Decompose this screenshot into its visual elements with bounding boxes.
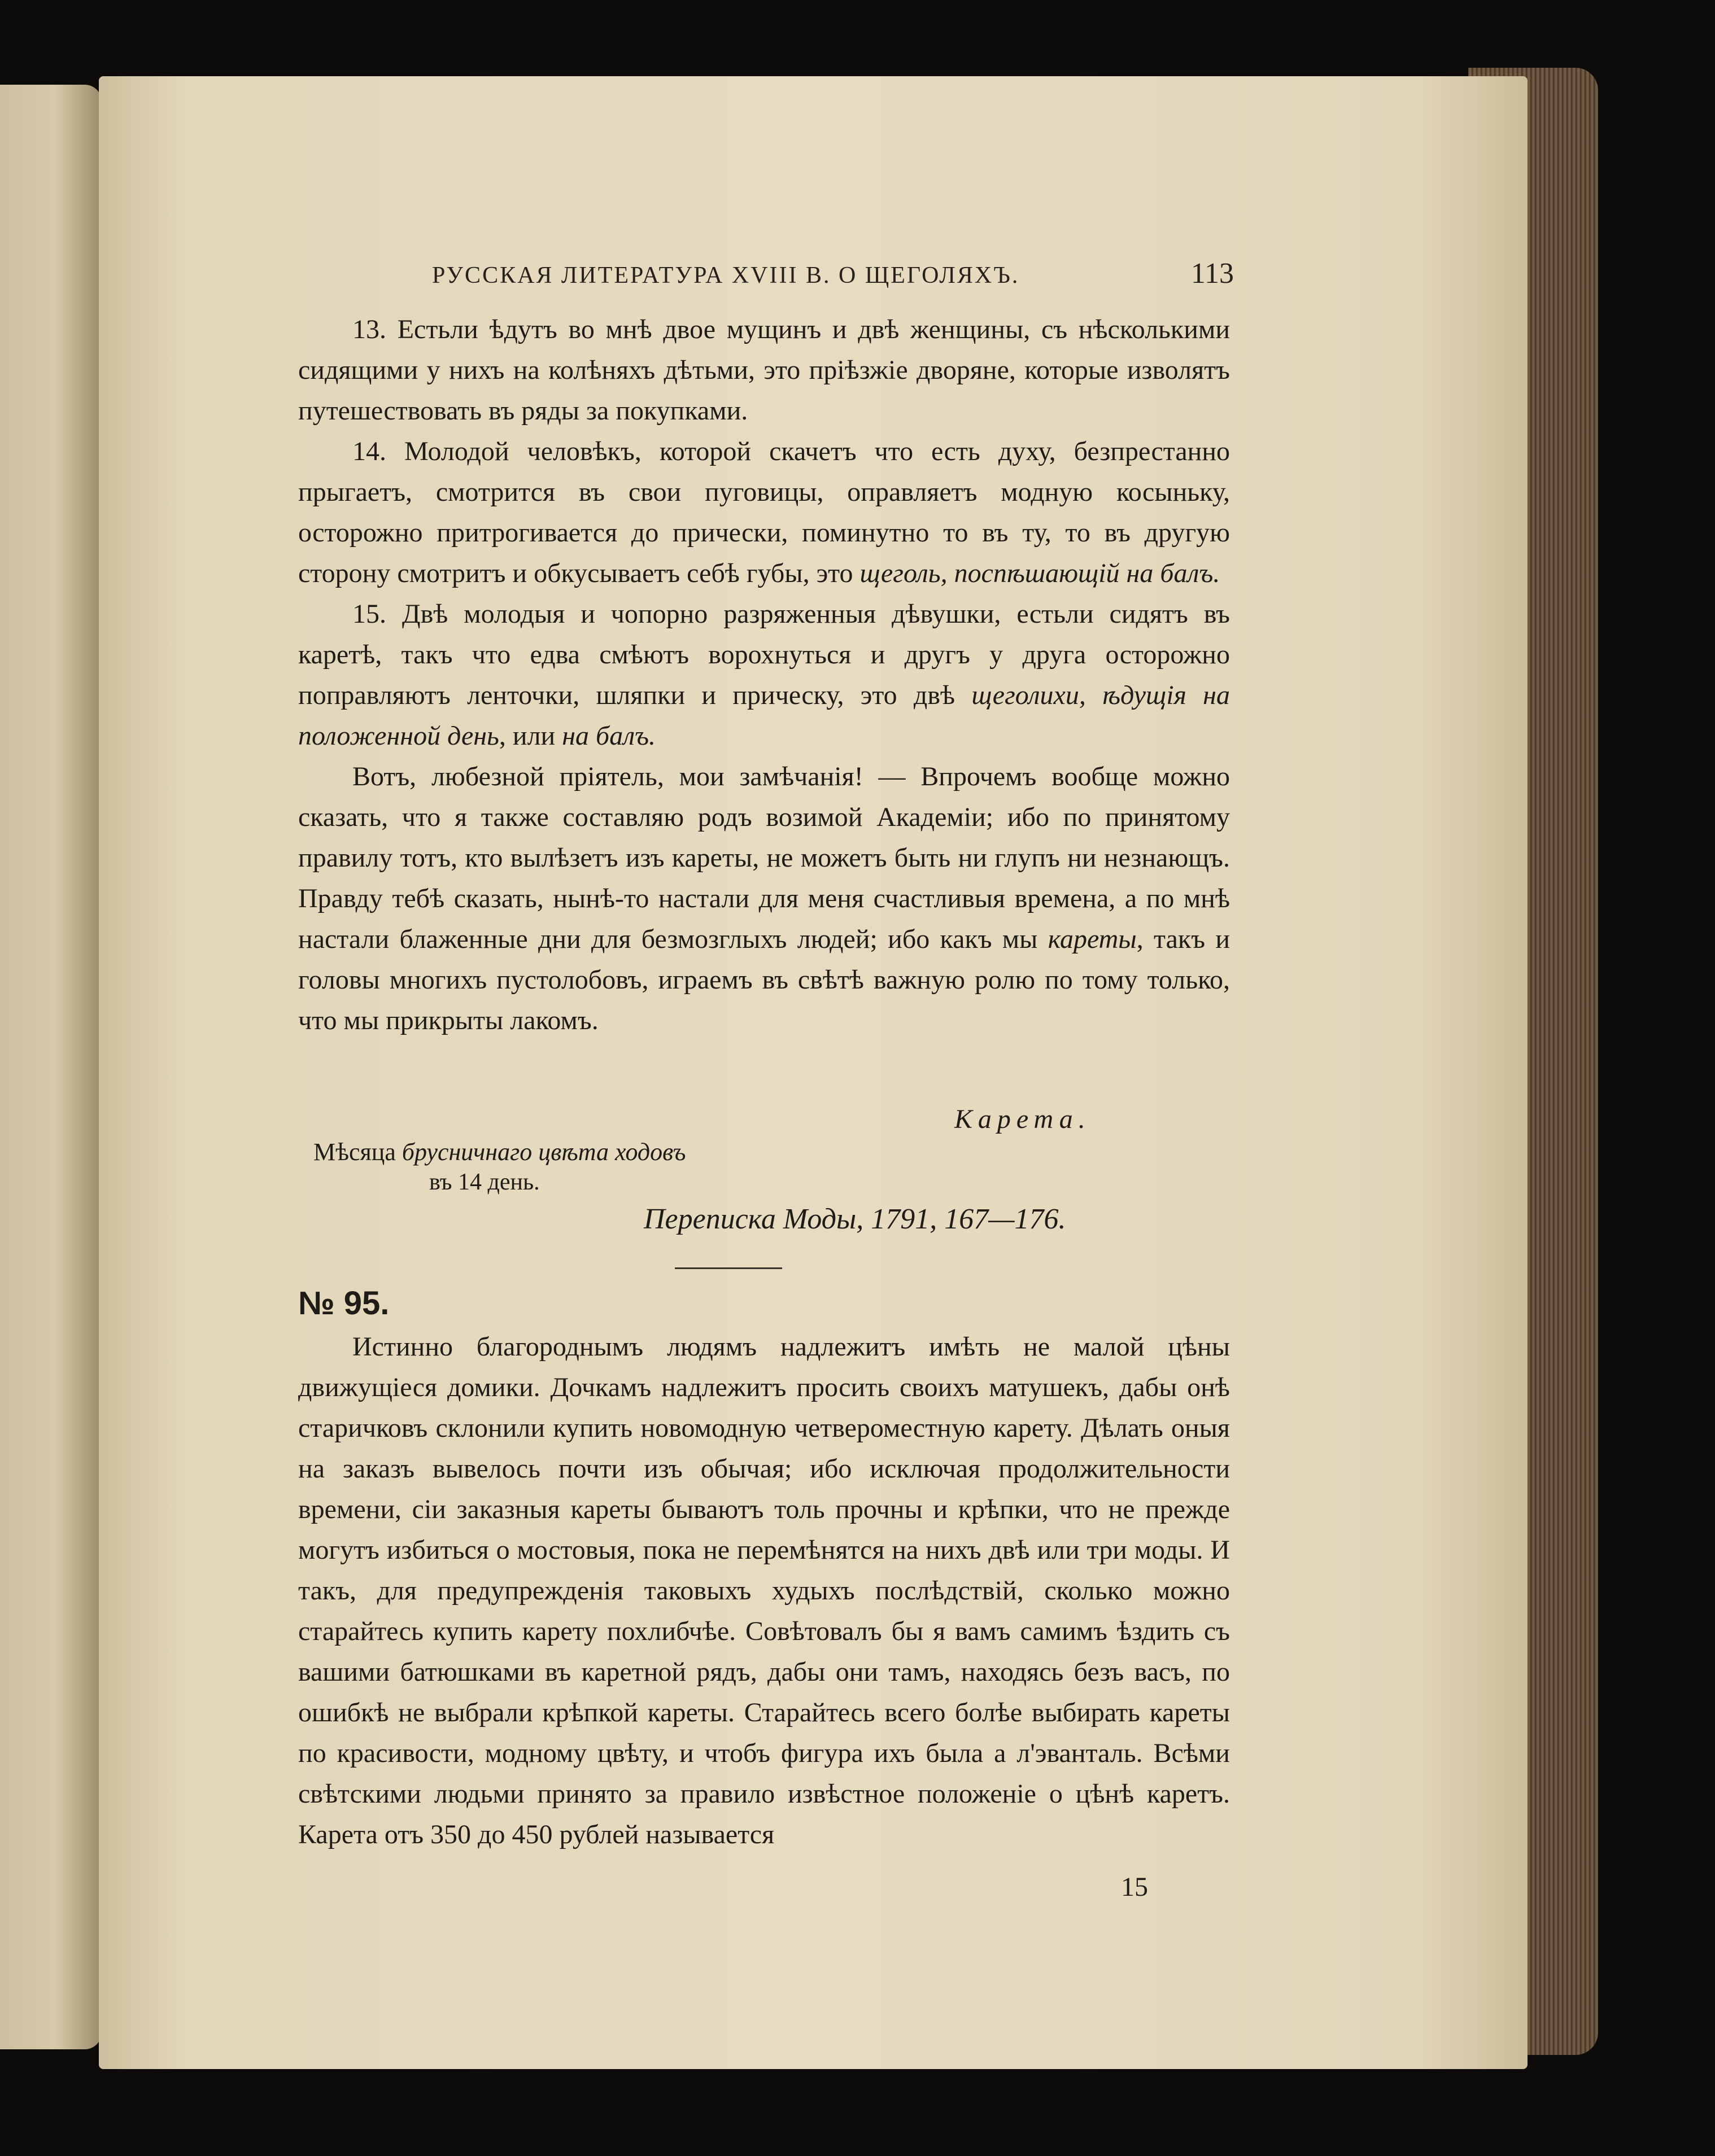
paragraph-16-italic: кареты	[1048, 924, 1137, 954]
text-block-section2	[298, 1327, 1230, 1855]
paragraph-95: Истинно благороднымъ людямъ надлежитъ имѣть не малой цѣны движущіеся домики. Дочкамъ надлежитъ просить своихъ матушекъ, дабы онѣ старичковъ склонили купить новомодную четвероместную карету. Дѣлать оныя на заказъ вывелось почти изъ обычая; ибо исключая продолжительности времени, сіи заказныя кареты бываютъ толь прочны и крѣпки, что не прежде могутъ избиться о мостовыя, пока не перемѣнятся на нихъ двѣ или три моды. И такъ, для предупрежденія таковыхъ худыхъ послѣдствій, сколько можно старайтесь купить карету похлибчѣе. Совѣтовалъ бы я вамъ самимъ ѣздить съ вашими батюшками въ каретной рядъ, дабы они тамъ, находясь безъ васъ, по ошибкѣ не выбрали крѣпкой кареты. Старайтесь всего болѣе выбирать кареты по красивости, модному цвѣту, и чтобъ фигура ихъ была а л'эванталь. Всѣми свѣтскими людьми принято за правило извѣстное положеніе о цѣнѣ каретъ. Карета отъ 350 до 450 рублей называется	[298, 1332, 1230, 1849]
date-line-1	[313, 1138, 686, 1166]
paragraph-15-text-a: 15. Двѣ молодыя и чопорно разряженныя дѣвушки, естьли сидятъ въ каретѣ, такъ что едва смѣютъ ворохнуться и другъ у друга осторожно поправляютъ ленточки, шляпки и прическу, это двѣ	[298, 599, 1230, 710]
paragraph-15	[298, 594, 1230, 756]
sheet-number: 15	[1121, 1872, 1148, 1902]
paragraph-14	[298, 431, 1230, 594]
source-citation: Переписка Моды, 1791, 167—176.	[644, 1203, 1066, 1235]
section-heading: № 95.	[298, 1285, 390, 1322]
date-line-1-text: Мѣсяца	[313, 1138, 396, 1166]
date-line-2: въ 14 день.	[429, 1169, 540, 1195]
paragraph-15-italic-b: на балъ.	[562, 721, 656, 751]
paragraph-14-text: 14. Молодой человѣкъ, которой скачетъ что есть духу, безпрестанно прыгаетъ, смотрится въ свои пуговицы, оправляетъ модную косыньку, осторожно притрогивается до прически, поминутно то въ ту, то въ другую сторону смотритъ и обкусываетъ себѣ губы, это	[298, 436, 1230, 588]
paragraph-15-text-b: , или	[499, 721, 556, 751]
paragraph-13: 13. Естьли ѣдутъ во мнѣ двое мущинъ и двѣ женщины, съ нѣсколькими сидящими у нихъ на колѣняхъ дѣтьми, это пріѣзжіе дворяне, которые изволятъ путешествовать въ ряды за покупками.	[298, 314, 1230, 426]
running-header	[432, 257, 1234, 290]
text-block-section1	[298, 309, 1230, 1041]
paragraph-16-end: , такъ и головы многихъ пустолобовъ, играемъ въ свѣтѣ важную ролю по тому только, что мы прикрыты лакомъ.	[298, 924, 1230, 1035]
page-number: 113	[1190, 257, 1234, 290]
paragraph-16-text: Вотъ, любезной пріятель, мои замѣчанія! — Впрочемъ вообще можно сказать, что я также составляю родъ возимой Академіи; ибо по принятому правилу тотъ, кто вылѣзетъ изъ кареты, не можетъ быть ни глупъ ни незнающъ. Правду тебѣ сказать, нынѣ-то настали для меня счастливыя времена, а по мнѣ настали блаженные дни для безмозглыхъ людей; ибо какъ мы	[298, 762, 1230, 954]
date-line-1-italic: брусничнаго цвѣта ходовъ	[402, 1138, 686, 1166]
paragraph-16	[298, 756, 1230, 1041]
signature: Карета.	[954, 1104, 1091, 1134]
paragraph-14-italic: щеголь, поспѣшающій на балъ.	[859, 558, 1220, 588]
running-title: РУССКАЯ ЛИТЕРАТУРА XVIII В. О ЩЕГОЛЯХЪ.	[432, 263, 1020, 288]
paragraph-15-italic-a: щеголихи, ѣдущія на положенной день	[298, 680, 1230, 751]
left-page-edge	[0, 85, 102, 2049]
section-divider	[675, 1267, 782, 1269]
